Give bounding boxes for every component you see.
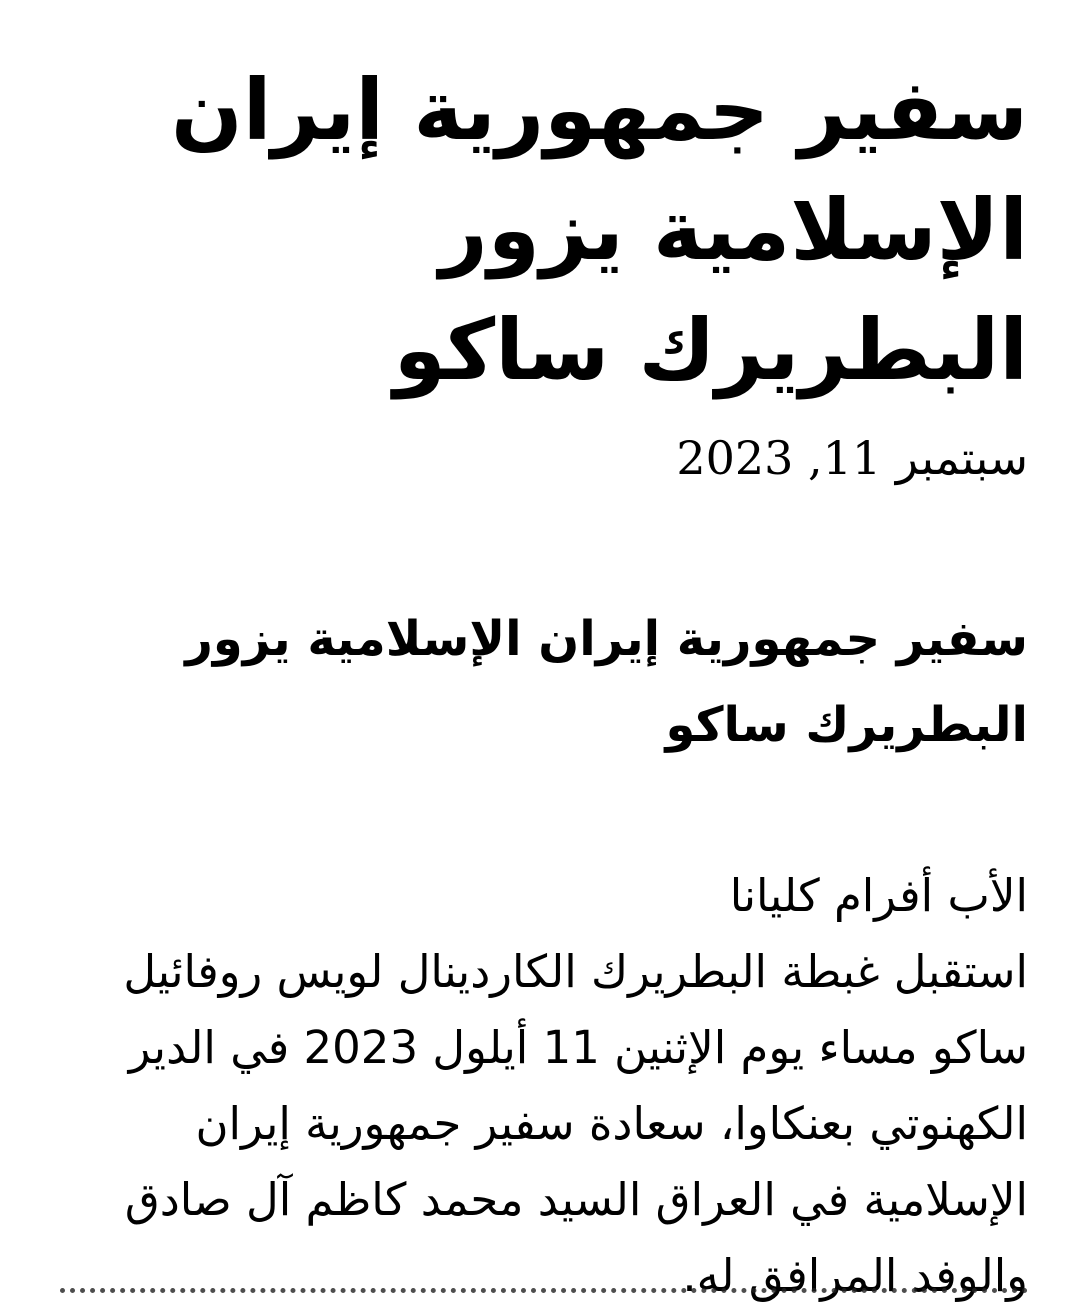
article-subheading: سفير جمهورية إيران الإسلامية يزور البطريرك ساكو — [185, 611, 1028, 753]
article-body: استقبل غبطة البطريرك الكاردينال لويس روفائيل ساكو مساء يوم الإثنين 11 أيلول 2023 في الدير الكهنوتي بعنكاوا، سعادة سفير جمهورية إيران الإسلامية في العراق السيد محمد كاظم آل صادق والوفد المرافق له. — [123, 945, 1028, 1302]
article-author: الأب أفرام كليانا — [729, 869, 1028, 922]
truncated-next-line — [60, 1278, 1028, 1308]
article — [40, 0, 1028, 1314]
article-title: سفير جمهورية إيران الإسلامية يزور البطريرك ساكو — [171, 61, 1028, 399]
article-date: سبتمبر 11, 2023 — [676, 431, 1028, 485]
